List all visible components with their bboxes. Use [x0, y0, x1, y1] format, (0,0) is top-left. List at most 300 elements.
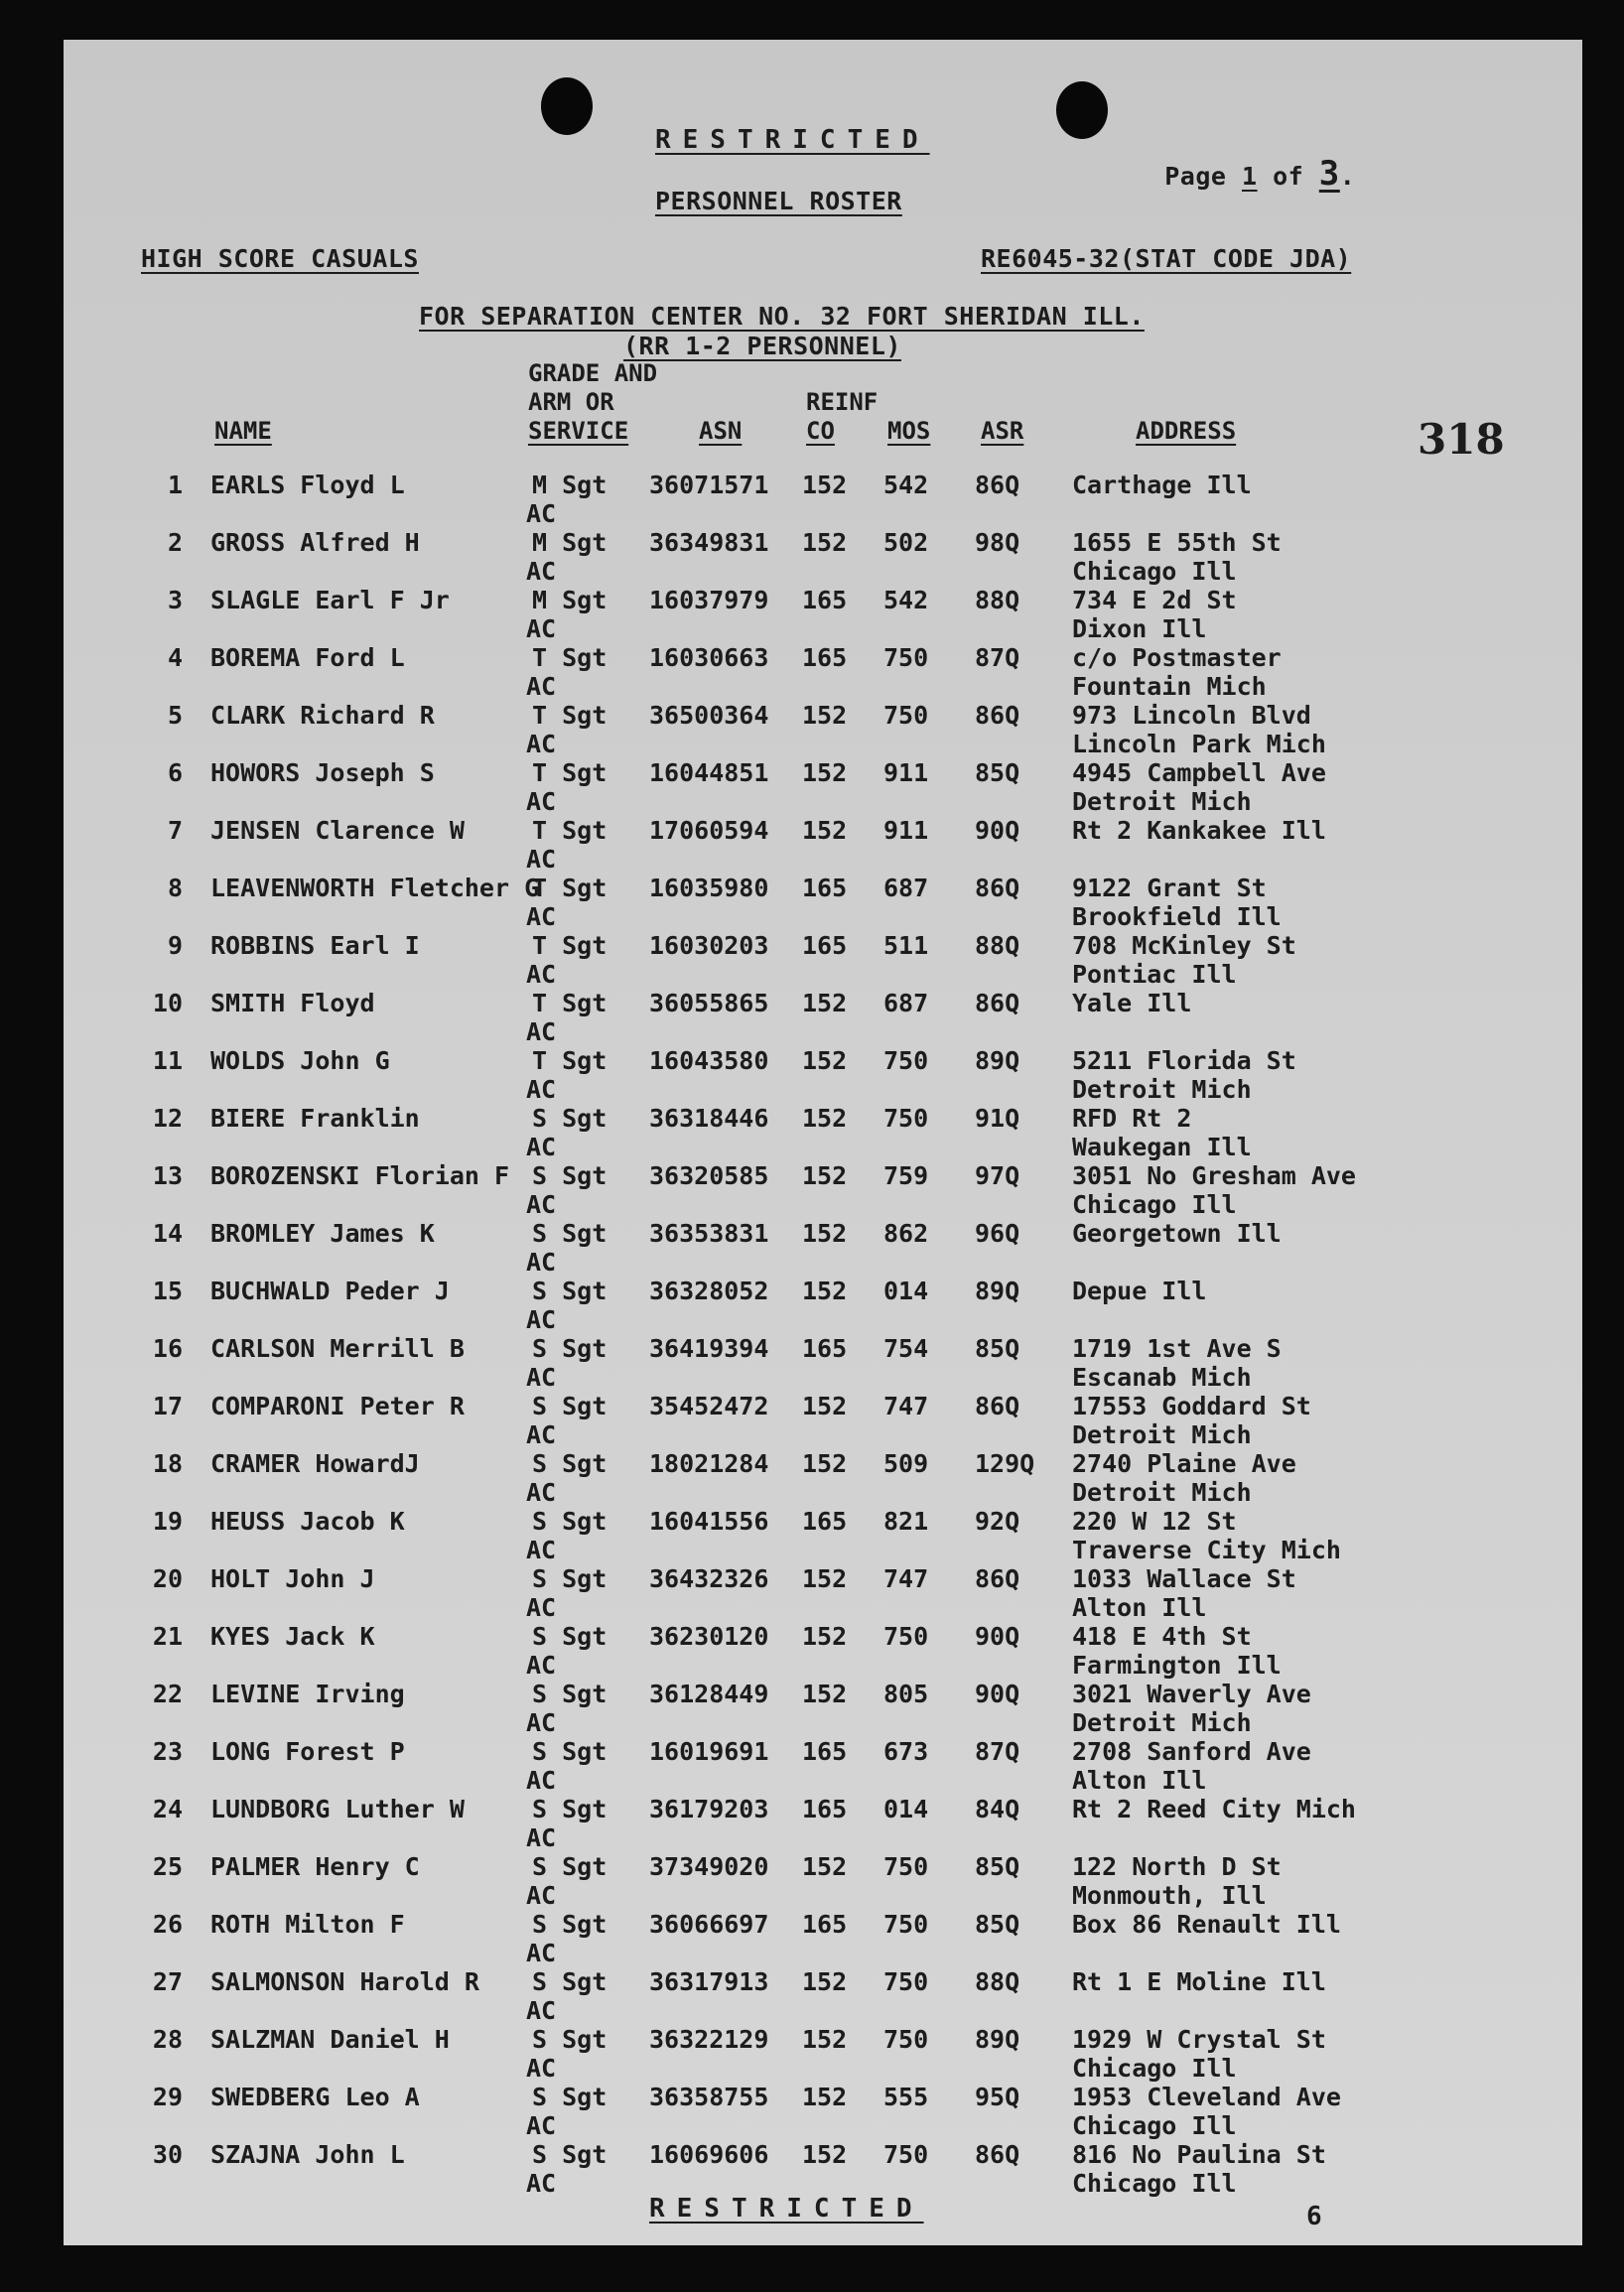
cell-arm: AC — [526, 1075, 557, 1104]
cell-asr: 87Q — [975, 643, 1020, 672]
cell-grade: M Sgt — [532, 528, 608, 557]
table-row — [64, 1392, 1582, 1449]
cell-addr2: Brookfield Ill — [1072, 902, 1282, 931]
cell-addr1: 2708 Sanford Ave — [1072, 1737, 1311, 1766]
cell-addr1: 1929 W Crystal St — [1072, 2025, 1326, 2054]
cell-asn: 37349020 — [649, 1852, 769, 1881]
cell-asn: 36128449 — [649, 1680, 769, 1708]
cell-co: 152 — [802, 2083, 848, 2111]
cell-num: 29 — [152, 2083, 183, 2111]
cell-grade: S Sgt — [532, 1507, 608, 1536]
cell-co: 152 — [802, 1564, 848, 1593]
table-row — [64, 931, 1582, 989]
cell-num: 28 — [152, 2025, 183, 2054]
cell-name: SMITH Floyd — [210, 989, 375, 1017]
cell-asr: 87Q — [975, 1737, 1020, 1766]
cell-num: 16 — [152, 1334, 183, 1363]
cell-asn: 36419394 — [649, 1334, 769, 1363]
cell-num: 4 — [167, 643, 183, 672]
cell-asr: 85Q — [975, 1334, 1020, 1363]
table-row — [64, 586, 1582, 643]
cell-arm: AC — [526, 845, 557, 874]
cell-num: 13 — [152, 1161, 183, 1190]
table-row — [64, 2025, 1582, 2083]
cell-addr1: c/o Postmaster — [1072, 643, 1282, 672]
cell-arm: AC — [526, 1881, 557, 1910]
cell-grade: T Sgt — [532, 1046, 608, 1075]
cell-addr1: Rt 1 E Moline Ill — [1072, 1967, 1326, 1996]
corner-mark: 6 — [1306, 2202, 1322, 2231]
cell-asr: 86Q — [975, 701, 1020, 730]
cell-mos: 750 — [883, 701, 929, 730]
cell-addr1: 9122 Grant St — [1072, 874, 1267, 902]
cell-addr1: 3051 No Gresham Ave — [1072, 1161, 1356, 1190]
cell-asn: 36230120 — [649, 1622, 769, 1651]
cell-grade: S Sgt — [532, 1622, 608, 1651]
cell-addr1: Georgetown Ill — [1072, 1219, 1282, 1248]
cell-arm: AC — [526, 1190, 557, 1219]
punch-hole — [541, 77, 593, 135]
cell-grade: T Sgt — [532, 931, 608, 960]
cell-num: 5 — [167, 701, 183, 730]
cell-co: 165 — [802, 1795, 848, 1823]
cell-co: 165 — [802, 931, 848, 960]
cell-mos: 911 — [883, 758, 929, 787]
cell-asn: 36322129 — [649, 2025, 769, 2054]
cell-addr2: Alton Ill — [1072, 1593, 1207, 1622]
cell-num: 19 — [152, 1507, 183, 1536]
cell-co: 152 — [802, 1161, 848, 1190]
cell-asn: 36500364 — [649, 701, 769, 730]
cell-addr1: 4945 Campbell Ave — [1072, 758, 1326, 787]
table-row — [64, 989, 1582, 1046]
table-row — [64, 1046, 1582, 1104]
cell-addr2: Chicago Ill — [1072, 2169, 1237, 2198]
cell-addr2: Lincoln Park Mich — [1072, 730, 1326, 758]
cell-addr2: Detroit Mich — [1072, 1708, 1252, 1737]
cell-name: CRAMER HowardJ — [210, 1449, 420, 1478]
cell-asr: 89Q — [975, 1046, 1020, 1075]
cell-addr2: Detroit Mich — [1072, 1478, 1252, 1507]
cell-asn: 17060594 — [649, 816, 769, 845]
col-asn: ASN — [699, 417, 743, 445]
cell-addr2: Chicago Ill — [1072, 2111, 1237, 2140]
cell-asr: 97Q — [975, 1161, 1020, 1190]
cell-mos: 687 — [883, 989, 929, 1017]
cell-addr2: Detroit Mich — [1072, 1420, 1252, 1449]
cell-name: CLARK Richard R — [210, 701, 435, 730]
cell-co: 152 — [802, 1449, 848, 1478]
cell-grade: S Sgt — [532, 1910, 608, 1939]
cell-arm: AC — [526, 902, 557, 931]
cell-num: 26 — [152, 1910, 183, 1939]
col-name: NAME — [214, 417, 272, 445]
cell-name: CARLSON Merrill B — [210, 1334, 465, 1363]
cell-asn: 18021284 — [649, 1449, 769, 1478]
cell-name: EARLS Floyd L — [210, 471, 405, 499]
cell-asn: 16044851 — [649, 758, 769, 787]
table-row — [64, 471, 1582, 528]
cell-asn: 16030663 — [649, 643, 769, 672]
cell-addr2: Chicago Ill — [1072, 557, 1237, 586]
cell-arm: AC — [526, 1593, 557, 1622]
cell-asn: 36320585 — [649, 1161, 769, 1190]
cell-asn: 36318446 — [649, 1104, 769, 1133]
cell-num: 6 — [167, 758, 183, 787]
cell-grade: S Sgt — [532, 1795, 608, 1823]
cell-asn: 36179203 — [649, 1795, 769, 1823]
cell-num: 8 — [167, 874, 183, 902]
cell-asr: 88Q — [975, 586, 1020, 614]
table-row — [64, 1104, 1582, 1161]
cell-grade: S Sgt — [532, 2025, 608, 2054]
table-row — [64, 758, 1582, 816]
table-row — [64, 1910, 1582, 1967]
cell-arm: AC — [526, 1420, 557, 1449]
cell-mos: 555 — [883, 2083, 929, 2111]
cell-asn: 16043580 — [649, 1046, 769, 1075]
cell-num: 18 — [152, 1449, 183, 1478]
cell-co: 165 — [802, 586, 848, 614]
cell-asr: 92Q — [975, 1507, 1020, 1536]
cell-mos: 502 — [883, 528, 929, 557]
cell-name: LONG Forest P — [210, 1737, 405, 1766]
col-co: CO — [806, 417, 835, 445]
cell-asn: 36353831 — [649, 1219, 769, 1248]
cell-asn: 36055865 — [649, 989, 769, 1017]
cell-asn: 16035980 — [649, 874, 769, 902]
table-row — [64, 1219, 1582, 1277]
cell-grade: S Sgt — [532, 1277, 608, 1305]
cell-name: LEAVENWORTH Fletcher G — [210, 874, 540, 902]
cell-num: 24 — [152, 1795, 183, 1823]
cell-mos: 821 — [883, 1507, 929, 1536]
cell-co: 152 — [802, 1852, 848, 1881]
cell-asr: 89Q — [975, 1277, 1020, 1305]
cell-num: 11 — [152, 1046, 183, 1075]
cell-co: 165 — [802, 1334, 848, 1363]
cell-arm: AC — [526, 499, 557, 528]
cell-addr1: Rt 2 Reed City Mich — [1072, 1795, 1356, 1823]
col-grade-line1: GRADE AND — [528, 359, 658, 387]
cell-co: 165 — [802, 643, 848, 672]
cell-co: 152 — [802, 758, 848, 787]
cell-addr2: Fountain Mich — [1072, 672, 1267, 701]
cell-grade: T Sgt — [532, 816, 608, 845]
table-row — [64, 1334, 1582, 1392]
cell-grade: S Sgt — [532, 1334, 608, 1363]
cell-asr: 86Q — [975, 1564, 1020, 1593]
cell-num: 12 — [152, 1104, 183, 1133]
cell-addr2: Chicago Ill — [1072, 1190, 1237, 1219]
cell-num: 7 — [167, 816, 183, 845]
cell-arm: AC — [526, 1996, 557, 2025]
table-row — [64, 1564, 1582, 1622]
cell-arm: AC — [526, 730, 557, 758]
cell-co: 152 — [802, 989, 848, 1017]
cell-addr1: 220 W 12 St — [1072, 1507, 1237, 1536]
cell-asn: 16069606 — [649, 2140, 769, 2169]
table-row — [64, 643, 1582, 701]
cell-co: 152 — [802, 471, 848, 499]
cell-addr1: 5211 Florida St — [1072, 1046, 1296, 1075]
cell-addr2: Chicago Ill — [1072, 2054, 1237, 2083]
cell-mos: 911 — [883, 816, 929, 845]
cell-arm: AC — [526, 2054, 557, 2083]
cell-grade: T Sgt — [532, 758, 608, 787]
cell-arm: AC — [526, 1248, 557, 1277]
col-grade-line3: SERVICE — [528, 417, 629, 445]
table-row — [64, 1737, 1582, 1795]
cell-asn: 36349831 — [649, 528, 769, 557]
cell-num: 21 — [152, 1622, 183, 1651]
cell-mos: 805 — [883, 1680, 929, 1708]
page-total: 3 — [1318, 154, 1340, 194]
cell-grade: T Sgt — [532, 989, 608, 1017]
table-row — [64, 2083, 1582, 2140]
col-address: ADDRESS — [1136, 417, 1237, 445]
cell-name: SLAGLE Earl F Jr — [210, 586, 450, 614]
cell-addr1: Rt 2 Kankakee Ill — [1072, 816, 1326, 845]
cell-asn: 36328052 — [649, 1277, 769, 1305]
cell-addr2: Waukegan Ill — [1072, 1133, 1252, 1161]
cell-asr: 90Q — [975, 1680, 1020, 1708]
cell-addr1: Depue Ill — [1072, 1277, 1207, 1305]
cell-num: 20 — [152, 1564, 183, 1593]
cell-asr: 98Q — [975, 528, 1020, 557]
cell-name: ROTH Milton F — [210, 1910, 405, 1939]
cell-co: 165 — [802, 1507, 848, 1536]
cell-num: 2 — [167, 528, 183, 557]
cell-addr2: Traverse City Mich — [1072, 1536, 1341, 1564]
table-row — [64, 1449, 1582, 1507]
cell-mos: 862 — [883, 1219, 929, 1248]
cell-co: 165 — [802, 1910, 848, 1939]
cell-asn: 36358755 — [649, 2083, 769, 2111]
cell-num: 3 — [167, 586, 183, 614]
cell-addr1: 1655 E 55th St — [1072, 528, 1282, 557]
cell-asr: 90Q — [975, 816, 1020, 845]
cell-co: 152 — [802, 2140, 848, 2169]
col-mos: MOS — [887, 417, 931, 445]
cell-name: BOROZENSKI Florian F — [210, 1161, 510, 1190]
cell-addr1: 973 Lincoln Blvd — [1072, 701, 1311, 730]
cell-addr1: 708 McKinley St — [1072, 931, 1296, 960]
cell-mos: 673 — [883, 1737, 929, 1766]
cell-asr: 96Q — [975, 1219, 1020, 1248]
cell-num: 10 — [152, 989, 183, 1017]
cell-arm: AC — [526, 1823, 557, 1852]
cell-asr: 85Q — [975, 1910, 1020, 1939]
cell-mos: 014 — [883, 1795, 929, 1823]
cell-arm: AC — [526, 787, 557, 816]
page-dot: . — [1339, 162, 1356, 191]
table-row — [64, 1852, 1582, 1910]
cell-name: ROBBINS Earl I — [210, 931, 420, 960]
restricted-header: RESTRICTED — [655, 125, 930, 155]
cell-name: SALZMAN Daniel H — [210, 2025, 450, 2054]
cell-num: 17 — [152, 1392, 183, 1420]
cell-grade: T Sgt — [532, 874, 608, 902]
cell-asr: 86Q — [975, 2140, 1020, 2169]
roster-page — [64, 40, 1582, 2245]
cell-co: 152 — [802, 1219, 848, 1248]
cell-co: 152 — [802, 528, 848, 557]
cell-asr: 90Q — [975, 1622, 1020, 1651]
cell-arm: AC — [526, 1536, 557, 1564]
cell-name: BUCHWALD Peder J — [210, 1277, 450, 1305]
cell-mos: 542 — [883, 586, 929, 614]
cell-grade: S Sgt — [532, 2083, 608, 2111]
cell-addr2: Pontiac Ill — [1072, 960, 1237, 989]
table-row — [64, 1507, 1582, 1564]
cell-asr: 88Q — [975, 1967, 1020, 1996]
cell-name: SWEDBERG Leo A — [210, 2083, 420, 2111]
cell-name: BROMLEY James K — [210, 1219, 435, 1248]
cell-arm: AC — [526, 1766, 557, 1795]
cell-addr2: Alton Ill — [1072, 1766, 1207, 1795]
cell-addr2: Farmington Ill — [1072, 1651, 1282, 1680]
cell-grade: S Sgt — [532, 1852, 608, 1881]
cell-name: WOLDS John G — [210, 1046, 390, 1075]
cell-grade: M Sgt — [532, 586, 608, 614]
cell-asr: 89Q — [975, 2025, 1020, 2054]
col-reinf: REINF — [806, 388, 879, 416]
cell-co: 165 — [802, 1737, 848, 1766]
cell-grade: S Sgt — [532, 1680, 608, 1708]
page-of-label: of — [1273, 162, 1304, 191]
cell-asr: 95Q — [975, 2083, 1020, 2111]
cell-arm: AC — [526, 1363, 557, 1392]
cell-arm: AC — [526, 960, 557, 989]
cell-mos: 511 — [883, 931, 929, 960]
cell-co: 152 — [802, 1277, 848, 1305]
cell-co: 152 — [802, 1622, 848, 1651]
cell-asr: 129Q — [975, 1449, 1035, 1478]
cell-asr: 84Q — [975, 1795, 1020, 1823]
cell-mos: 750 — [883, 1046, 929, 1075]
table-row — [64, 1795, 1582, 1852]
table-row — [64, 816, 1582, 874]
cell-mos: 509 — [883, 1449, 929, 1478]
cell-co: 152 — [802, 1392, 848, 1420]
cell-asn: 16041556 — [649, 1507, 769, 1536]
cell-arm: AC — [526, 2169, 557, 2198]
cell-num: 25 — [152, 1852, 183, 1881]
cell-asr: 91Q — [975, 1104, 1020, 1133]
cell-arm: AC — [526, 614, 557, 643]
cell-num: 1 — [167, 471, 183, 499]
cell-co: 152 — [802, 1046, 848, 1075]
cell-addr1: 122 North D St — [1072, 1852, 1282, 1881]
cell-grade: S Sgt — [532, 1161, 608, 1190]
cell-mos: 750 — [883, 1104, 929, 1133]
cell-grade: S Sgt — [532, 2140, 608, 2169]
cell-arm: AC — [526, 1133, 557, 1161]
subtitle: (RR 1-2 PERSONNEL) — [623, 332, 901, 360]
cell-num: 23 — [152, 1737, 183, 1766]
cell-asn: 36071571 — [649, 471, 769, 499]
cell-arm: AC — [526, 1305, 557, 1334]
cell-arm: AC — [526, 1478, 557, 1507]
cell-addr1: 1953 Cleveland Ave — [1072, 2083, 1341, 2111]
cell-mos: 750 — [883, 2140, 929, 2169]
cell-grade: S Sgt — [532, 1104, 608, 1133]
cell-asn: 16019691 — [649, 1737, 769, 1766]
cell-arm: AC — [526, 1017, 557, 1046]
cell-arm: AC — [526, 1708, 557, 1737]
cell-grade: T Sgt — [532, 643, 608, 672]
cell-name: BOREMA Ford L — [210, 643, 405, 672]
cell-asn: 36432326 — [649, 1564, 769, 1593]
cell-name: GROSS Alfred H — [210, 528, 420, 557]
cell-mos: 750 — [883, 1910, 929, 1939]
cell-co: 152 — [802, 701, 848, 730]
restricted-footer: RESTRICTED — [649, 2194, 924, 2224]
cell-name: HOWORS Joseph S — [210, 758, 435, 787]
cell-asn: 36066697 — [649, 1910, 769, 1939]
group-name: HIGH SCORE CASUALS — [141, 244, 419, 273]
cell-name: LUNDBORG Luther W — [210, 1795, 465, 1823]
cell-asr: 86Q — [975, 1392, 1020, 1420]
cell-name: HOLT John J — [210, 1564, 375, 1593]
cell-asn: 35452472 — [649, 1392, 769, 1420]
cell-addr2: Escanab Mich — [1072, 1363, 1252, 1392]
cell-arm: AC — [526, 1651, 557, 1680]
cell-grade: S Sgt — [532, 1449, 608, 1478]
cell-co: 152 — [802, 1104, 848, 1133]
cell-num: 14 — [152, 1219, 183, 1248]
table-row — [64, 1161, 1582, 1219]
cell-asn: 16030203 — [649, 931, 769, 960]
cell-co: 152 — [802, 816, 848, 845]
cell-co: 152 — [802, 1967, 848, 1996]
cell-addr1: 17553 Goddard St — [1072, 1392, 1311, 1420]
cell-name: JENSEN Clarence W — [210, 816, 465, 845]
cell-addr1: 1033 Wallace St — [1072, 1564, 1296, 1593]
cell-grade: T Sgt — [532, 701, 608, 730]
cell-co: 165 — [802, 874, 848, 902]
cell-arm: AC — [526, 1939, 557, 1967]
cell-num: 22 — [152, 1680, 183, 1708]
cell-asr: 85Q — [975, 758, 1020, 787]
cell-asr: 86Q — [975, 471, 1020, 499]
cell-name: LEVINE Irving — [210, 1680, 405, 1708]
cell-addr2: Detroit Mich — [1072, 1075, 1252, 1104]
cell-arm: AC — [526, 557, 557, 586]
cell-name: SZAJNA John L — [210, 2140, 405, 2169]
cell-arm: AC — [526, 672, 557, 701]
cell-addr2: Dixon Ill — [1072, 614, 1207, 643]
punch-hole — [1056, 81, 1108, 139]
cell-asn: 36317913 — [649, 1967, 769, 1996]
page-label: Page — [1164, 162, 1227, 191]
cell-co: 152 — [802, 2025, 848, 2054]
cell-mos: 759 — [883, 1161, 929, 1190]
cell-addr2: Monmouth, Ill — [1072, 1881, 1267, 1910]
table-row — [64, 1680, 1582, 1737]
cell-mos: 750 — [883, 1967, 929, 1996]
cell-grade: S Sgt — [532, 1219, 608, 1248]
cell-grade: S Sgt — [532, 1392, 608, 1420]
cell-asr: 86Q — [975, 874, 1020, 902]
table-row — [64, 1622, 1582, 1680]
cell-mos: 754 — [883, 1334, 929, 1363]
cell-name: SALMONSON Harold R — [210, 1967, 479, 1996]
cell-name: COMPARONI Peter R — [210, 1392, 465, 1420]
cell-grade: M Sgt — [532, 471, 608, 499]
cell-asn: 16037979 — [649, 586, 769, 614]
